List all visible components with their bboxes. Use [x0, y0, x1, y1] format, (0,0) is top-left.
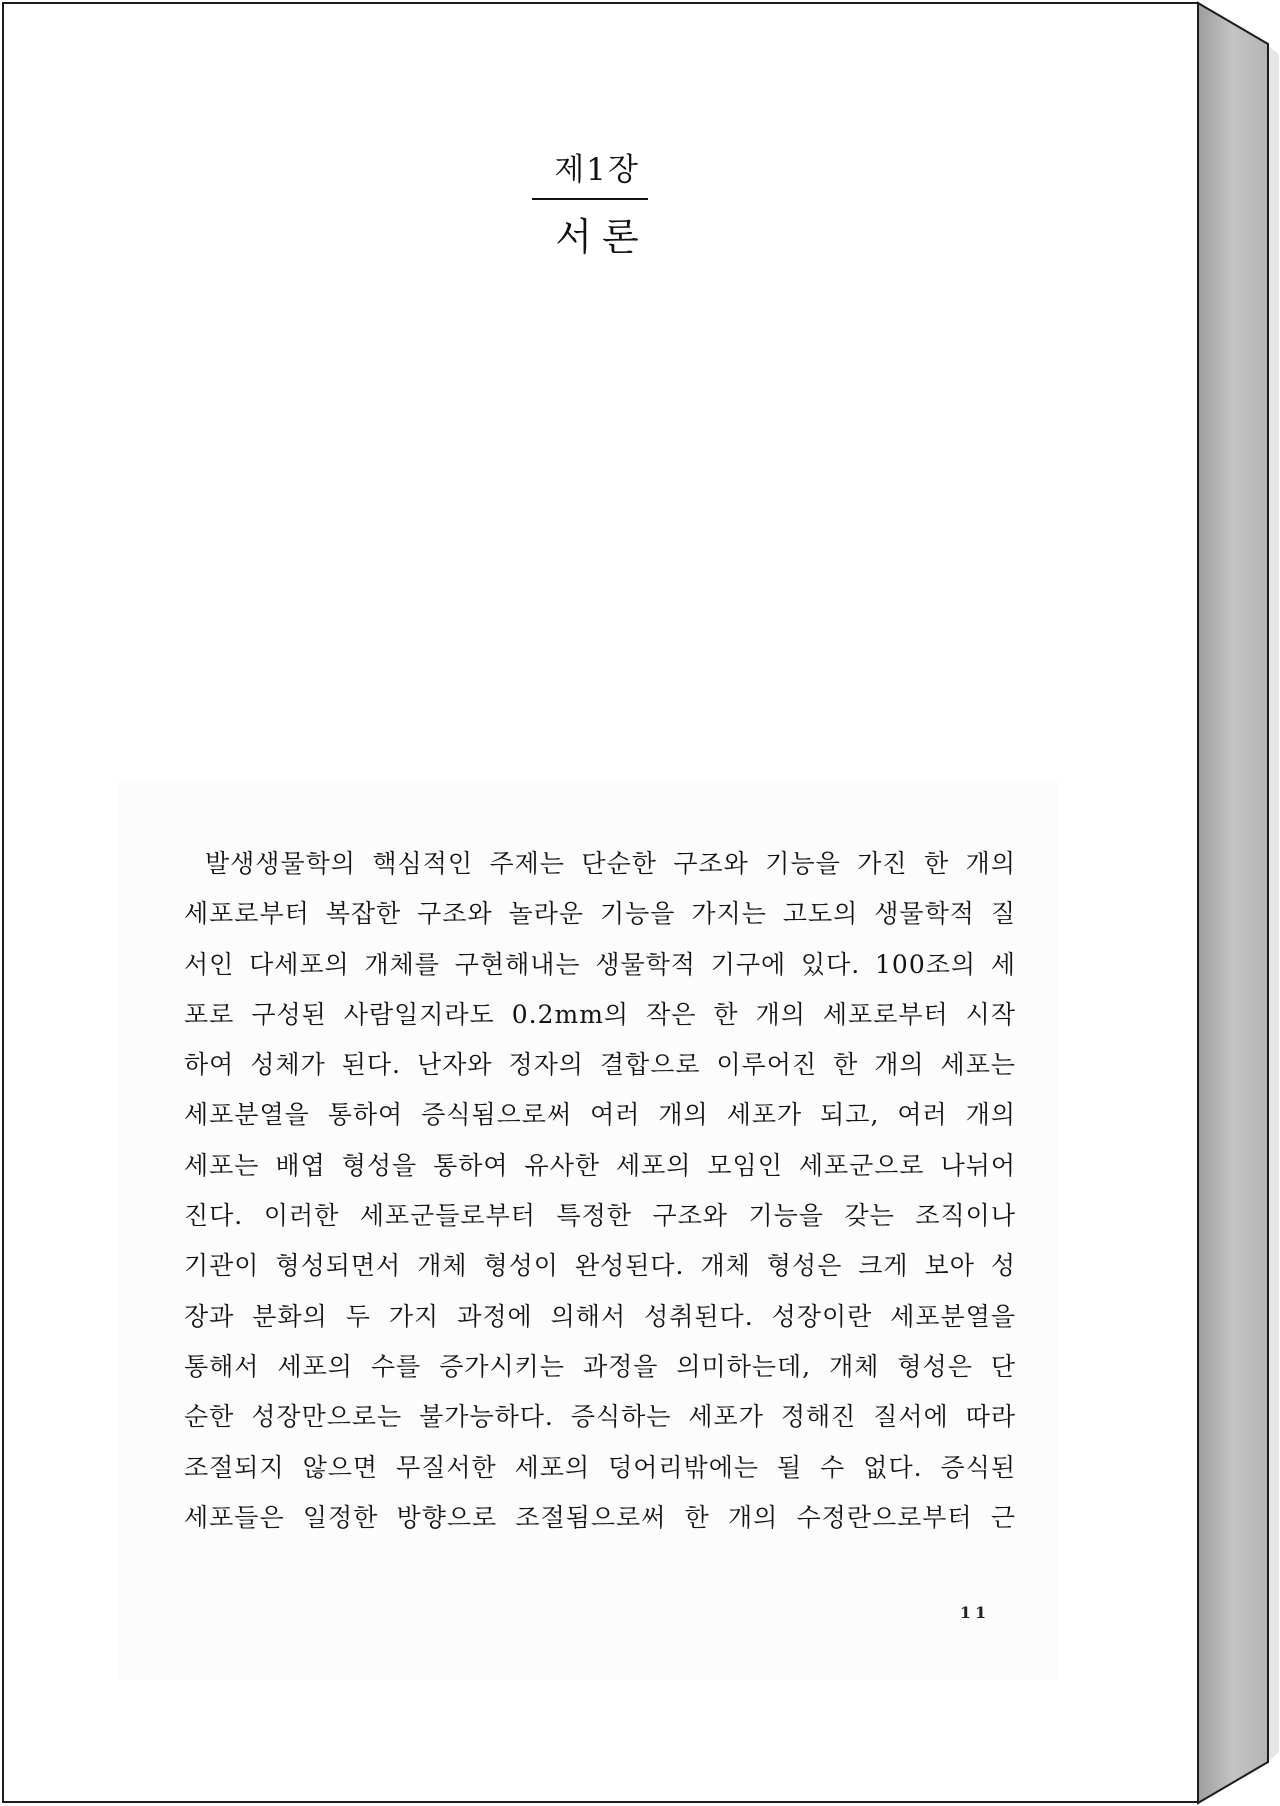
body-line: 통해서 세포의 수를 증가시키는 과정을 의미하는데, 개체 형성은 단 — [184, 1351, 1016, 1381]
book-edge-side — [1198, 3, 1268, 1803]
body-line: 기관이 형성되면서 개체 형성이 완성된다. 개체 형성은 크게 보아 성 — [184, 1251, 1016, 1281]
body-line: 세포들은 일정한 방향으로 조절됨으로써 한 개의 수정란으로부터 근 — [184, 1502, 1016, 1532]
body-line: 발생생물학의 핵심적인 주제는 단순한 구조와 기능을 가진 한 개의 — [205, 849, 1016, 878]
body-line: 하여 성체가 된다. 난자와 정자의 결합으로 이루어진 한 개의 세포는 — [184, 1050, 1016, 1080]
chapter-title: 서론 — [555, 215, 649, 259]
body-line: 조절되지 않으면 무질서한 세포의 덩어리밖에는 될 수 없다. 증식된 — [184, 1452, 1016, 1482]
body-line: 서인 다세포의 개체를 구현해내는 생물학적 기구에 있다. 100조의 세 — [184, 949, 1016, 979]
body-line: 세포분열을 통하여 증식됨으로써 여러 개의 세포가 되고, 여러 개의 — [184, 1100, 1016, 1130]
body-line: 진다. 이러한 세포군들로부터 특정한 구조와 기능을 갖는 조직이나 — [184, 1201, 1016, 1231]
body-line: 세포로부터 복잡한 구조와 놀라운 기능을 가지는 고도의 생물학적 질 — [184, 899, 1016, 929]
chapter-divider — [532, 198, 648, 200]
page-number: 11 — [959, 1603, 991, 1622]
chapter-number: 제1장 — [554, 152, 640, 188]
body-line: 세포는 배엽 형성을 통하여 유사한 세포의 모임인 세포군으로 나뉘어 — [184, 1150, 1016, 1180]
body-line: 장과 분화의 두 가지 과정에 의해서 성취된다. 성장이란 세포분열을 — [184, 1301, 1016, 1331]
body-line: 포로 구성된 사람일지라도 0.2mm의 작은 한 개의 세포로부터 시작 — [184, 999, 1016, 1029]
body-line: 순한 성장만으로는 불가능하다. 증식하는 세포가 정해진 질서에 따라 — [184, 1402, 1016, 1432]
book-edge-shadow — [1268, 46, 1279, 1762]
body-paragraph — [184, 839, 1016, 1543]
